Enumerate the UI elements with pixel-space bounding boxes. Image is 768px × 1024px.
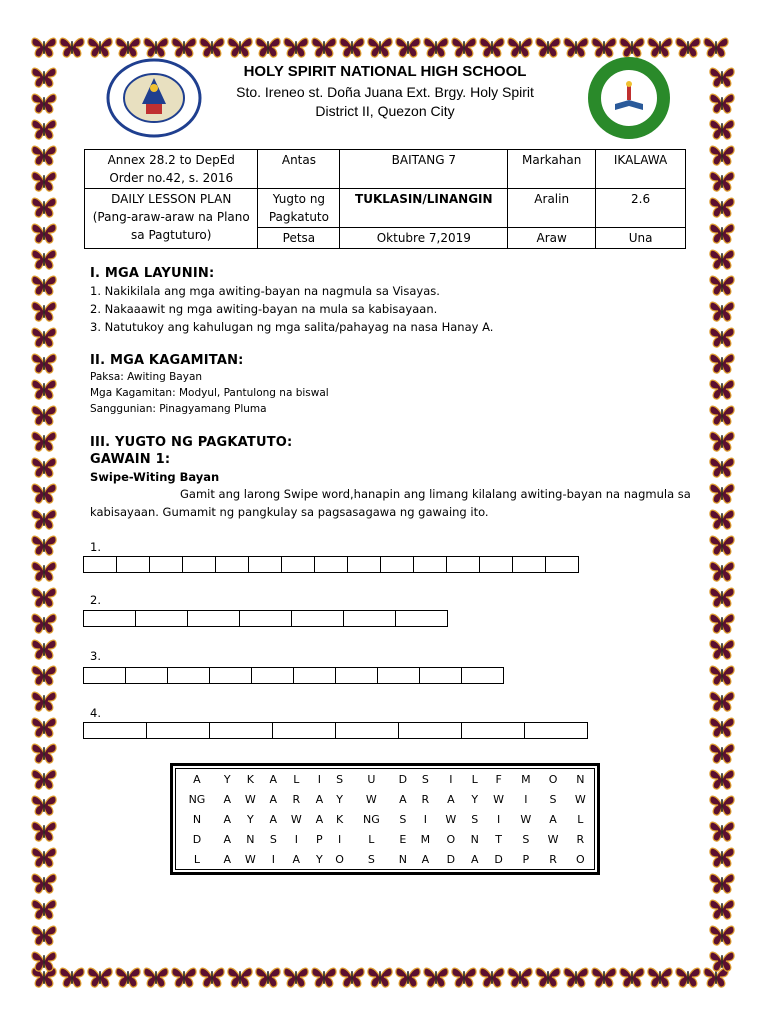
answer-box[interactable] [251, 667, 294, 684]
butterfly-icon [30, 714, 58, 740]
word-search-cell[interactable]: S [399, 812, 407, 826]
word-search-cell[interactable]: L [193, 852, 201, 866]
word-search-cell[interactable]: A [315, 812, 324, 826]
aralin-value: 2.6 [596, 189, 686, 228]
word-search-cell[interactable]: I [294, 832, 298, 846]
word-search-cell[interactable]: O [446, 832, 456, 846]
word-search-cell[interactable]: A [223, 852, 232, 866]
question-2-label: 2. [90, 593, 101, 607]
word-search-cell[interactable]: A [447, 792, 455, 806]
butterfly-icon [708, 428, 736, 454]
butterfly-icon [590, 964, 618, 990]
yugto-value: TUKLASIN/LINANGIN [340, 189, 508, 228]
butterfly-icon [86, 964, 114, 990]
butterfly-icon [30, 818, 58, 844]
butterfly-icon [708, 168, 736, 194]
butterfly-icon [708, 558, 736, 584]
butterfly-icon [30, 870, 58, 896]
butterfly-icon [30, 454, 58, 480]
word-search-cell[interactable]: R [421, 792, 430, 806]
word-search-row [176, 829, 594, 849]
info-row-2 [85, 189, 686, 228]
butterfly-icon [534, 964, 562, 990]
butterfly-icon [708, 896, 736, 922]
word-search-cell[interactable]: W [547, 832, 559, 846]
word-search-cell[interactable]: A [269, 772, 278, 786]
butterfly-icon [646, 964, 674, 990]
word-search-cell[interactable]: W [574, 792, 586, 806]
word-search-cell[interactable]: A [292, 852, 301, 866]
objective-3: 3. Natutukoy ang kahulugan ng mga salita/pahayag na nasa Hanay A. [90, 320, 494, 334]
section-3-title: III. YUGTO NG PAGKATUTO: [90, 435, 293, 450]
butterfly-border-left [30, 64, 58, 974]
answer-box[interactable] [135, 610, 188, 627]
butterfly-icon [30, 402, 58, 428]
word-search-cell[interactable]: I [449, 772, 453, 786]
word-search-cell[interactable]: N [398, 852, 408, 866]
word-search-cell[interactable]: O [335, 852, 344, 866]
word-search-cell[interactable]: L [368, 832, 375, 846]
answer-box[interactable] [461, 667, 504, 684]
word-search-cell[interactable]: Y [336, 792, 343, 806]
butterfly-icon [708, 532, 736, 558]
word-search-cell[interactable]: D [446, 852, 456, 866]
answer-box[interactable] [446, 556, 480, 573]
answer-box[interactable] [167, 667, 210, 684]
question-3-label: 3. [90, 649, 101, 663]
word-search-cell[interactable]: Y [315, 852, 323, 866]
word-search-cell[interactable]: K [335, 812, 344, 826]
answer-box[interactable] [380, 556, 414, 573]
answer-box[interactable] [524, 722, 588, 739]
word-search-row [176, 769, 594, 789]
answer-boxes-3[interactable] [84, 667, 504, 685]
word-search-frame [170, 763, 600, 875]
butterfly-icon [30, 64, 58, 90]
answer-box[interactable] [377, 667, 420, 684]
word-search-cell[interactable]: K [246, 772, 254, 786]
butterfly-icon [394, 964, 422, 990]
butterfly-icon [198, 964, 226, 990]
butterfly-icon [30, 740, 58, 766]
word-search-cell[interactable]: A [399, 792, 407, 806]
aralin-label: Aralin [508, 189, 596, 228]
answer-box[interactable] [209, 722, 273, 739]
answer-box[interactable] [395, 610, 448, 627]
butterfly-icon [708, 64, 736, 90]
word-search-cell[interactable]: O [575, 852, 585, 866]
word-search-cell[interactable]: A [193, 772, 201, 786]
butterfly-icon [30, 636, 58, 662]
word-search-cell[interactable]: I [496, 812, 501, 826]
answer-box[interactable] [182, 556, 216, 573]
butterfly-icon [30, 610, 58, 636]
butterfly-icon [366, 964, 394, 990]
activity-title: GAWAIN 1: [90, 452, 171, 467]
butterfly-icon [708, 948, 736, 974]
word-search-cell[interactable]: S [471, 812, 479, 826]
word-search-cell[interactable]: I [271, 852, 275, 866]
butterfly-icon [254, 34, 282, 60]
word-search-row [176, 849, 594, 869]
word-search-cell[interactable]: L [293, 772, 300, 786]
word-search-cell[interactable]: D [494, 852, 503, 866]
word-search-cell[interactable]: W [365, 792, 377, 806]
araw-label: Araw [508, 228, 596, 249]
petsa-label: Petsa [258, 228, 340, 249]
objective-2: 2. Nakaaawit ng mga awiting-bayan na mula sa kabisayaan. [90, 302, 438, 316]
markahan-value: IKALAWA [596, 150, 686, 189]
answer-box[interactable] [413, 556, 447, 573]
answer-boxes-2[interactable] [84, 610, 448, 628]
butterfly-icon [708, 844, 736, 870]
butterfly-icon [708, 90, 736, 116]
address-line-2: District II, Quezon City [315, 103, 455, 119]
answer-box[interactable] [398, 722, 462, 739]
butterfly-icon [30, 194, 58, 220]
butterfly-icon [170, 34, 198, 60]
butterfly-icon [708, 922, 736, 948]
word-search-cell[interactable]: A [223, 812, 232, 826]
word-search-cell[interactable]: L [577, 812, 584, 826]
butterfly-icon [478, 34, 506, 60]
butterfly-icon [310, 34, 338, 60]
answer-box[interactable] [83, 722, 147, 739]
answer-box[interactable] [314, 556, 348, 573]
answer-box[interactable] [187, 610, 240, 627]
butterfly-icon [506, 964, 534, 990]
word-search-cell[interactable]: O [548, 772, 558, 786]
answer-box[interactable] [512, 556, 546, 573]
word-search-cell[interactable]: N [192, 812, 202, 826]
annex-cell: Annex 28.2 to DepEd Order no.42, s. 2016 [85, 150, 258, 189]
butterfly-icon [30, 766, 58, 792]
word-search-cell[interactable]: S [336, 772, 344, 786]
butterfly-icon [708, 194, 736, 220]
answer-box[interactable] [125, 667, 168, 684]
butterfly-icon [30, 116, 58, 142]
butterfly-icon [708, 272, 736, 298]
lesson-info-table [84, 149, 686, 249]
word-search-cell[interactable]: M [521, 772, 531, 786]
butterfly-icon [708, 350, 736, 376]
butterfly-icon [30, 688, 58, 714]
word-search-cell[interactable]: R [549, 852, 557, 866]
answer-box[interactable] [343, 610, 396, 627]
butterfly-icon [30, 246, 58, 272]
butterfly-icon [562, 964, 590, 990]
butterfly-icon [708, 584, 736, 610]
material-paksa: Paksa: Awiting Bayan [90, 371, 203, 383]
butterfly-icon [30, 34, 58, 60]
answer-box[interactable] [419, 667, 462, 684]
answer-box[interactable] [248, 556, 282, 573]
word-search-cell[interactable]: S [522, 832, 530, 846]
answer-box[interactable] [272, 722, 336, 739]
antas-label: Antas [258, 150, 340, 189]
butterfly-icon [478, 964, 506, 990]
butterfly-icon [30, 298, 58, 324]
butterfly-icon [142, 34, 170, 60]
butterfly-icon [30, 506, 58, 532]
answer-box[interactable] [209, 667, 252, 684]
butterfly-icon [708, 376, 736, 402]
word-search-cell[interactable]: D [192, 832, 202, 846]
butterfly-icon [282, 34, 310, 60]
butterfly-icon [422, 34, 450, 60]
word-search-cell[interactable]: R [576, 832, 585, 846]
butterfly-icon [30, 272, 58, 298]
butterfly-icon [30, 558, 58, 584]
butterfly-icon [30, 428, 58, 454]
butterfly-icon [170, 964, 198, 990]
word-search-cell[interactable]: W [445, 812, 457, 826]
butterfly-icon [708, 688, 736, 714]
butterfly-icon [708, 792, 736, 818]
butterfly-icon [534, 34, 562, 60]
word-search-cell[interactable]: N [246, 832, 255, 846]
answer-box[interactable] [545, 556, 579, 573]
word-search-cell[interactable]: U [367, 772, 376, 786]
butterfly-icon [708, 220, 736, 246]
butterfly-icon [708, 298, 736, 324]
word-search-cell[interactable]: E [399, 832, 407, 846]
butterfly-icon [708, 818, 736, 844]
petsa-value: Oktubre 7,2019 [340, 228, 508, 249]
deped-seal-logo [106, 58, 202, 138]
word-search-cell[interactable]: I [337, 832, 342, 846]
butterfly-icon [30, 168, 58, 194]
word-search-cell[interactable]: R [292, 792, 301, 806]
answer-box[interactable] [479, 556, 513, 573]
school-seal-logo [585, 56, 673, 140]
answer-box[interactable] [239, 610, 292, 627]
word-search-cell[interactable]: A [269, 812, 278, 826]
word-search-grid[interactable] [176, 769, 594, 869]
butterfly-icon [450, 34, 478, 60]
butterfly-icon [338, 964, 366, 990]
word-search-cell[interactable]: N [470, 832, 479, 846]
word-search-cell[interactable]: P [316, 832, 323, 846]
word-search-cell[interactable]: M [420, 832, 431, 846]
butterfly-icon [30, 792, 58, 818]
butterfly-icon [30, 324, 58, 350]
word-search-cell[interactable]: S [421, 772, 429, 786]
word-search-cell[interactable]: NG [188, 792, 206, 806]
butterfly-icon [708, 116, 736, 142]
word-search-cell[interactable]: NG [362, 812, 380, 826]
butterfly-icon [30, 350, 58, 376]
material-sanggunian: Sanggunian: Pinagyamang Pluma [90, 403, 267, 415]
answer-box[interactable] [83, 610, 136, 627]
word-search-cell[interactable]: W [290, 812, 302, 826]
word-search-row [176, 809, 594, 829]
activity-name: Swipe-Witing Bayan [90, 470, 220, 484]
butterfly-icon [708, 610, 736, 636]
butterfly-icon [708, 662, 736, 688]
butterfly-icon [30, 896, 58, 922]
word-search-cell[interactable]: A [269, 792, 278, 806]
answer-box[interactable] [83, 556, 117, 573]
butterfly-icon [674, 34, 702, 60]
butterfly-icon [708, 870, 736, 896]
butterfly-icon [114, 34, 142, 60]
instruction-line-1: Gamit ang larong Swipe word,hanapin ang limang kilalang awiting-bayan na nagmula sa [180, 487, 691, 501]
antas-value: BAITANG 7 [340, 150, 508, 189]
butterfly-icon [450, 964, 478, 990]
butterfly-icon [708, 714, 736, 740]
butterfly-icon [30, 584, 58, 610]
answer-box[interactable] [215, 556, 249, 573]
word-search-cell[interactable]: I [524, 792, 528, 806]
araw-value: Una [596, 228, 686, 249]
butterfly-icon [30, 844, 58, 870]
answer-box[interactable] [281, 556, 315, 573]
butterfly-icon [618, 964, 646, 990]
word-search-cell[interactable]: A [223, 792, 232, 806]
word-search-cell[interactable]: S [269, 832, 277, 846]
yugto-label: Yugto ng Pagkatuto [258, 189, 340, 228]
answer-box[interactable] [146, 722, 210, 739]
word-search-cell[interactable]: A [421, 852, 430, 866]
butterfly-icon [30, 480, 58, 506]
butterfly-icon [394, 34, 422, 60]
word-search-cell[interactable]: S [367, 852, 375, 866]
section-2-title: II. MGA KAGAMITAN: [90, 353, 244, 368]
word-search-cell[interactable]: A [549, 812, 557, 826]
word-search-cell[interactable]: W [493, 792, 505, 806]
answer-box[interactable] [116, 556, 150, 573]
word-search-cell[interactable]: N [576, 772, 585, 786]
word-search-cell[interactable]: W [244, 792, 256, 806]
answer-boxes-4[interactable] [84, 722, 588, 740]
butterfly-icon [708, 454, 736, 480]
butterfly-icon [58, 964, 86, 990]
address-line-1: Sto. Ireneo st. Doña Juana Ext. Brgy. Holy Spirit [236, 84, 534, 100]
word-search-cell[interactable]: Y [471, 792, 479, 806]
answer-box[interactable] [83, 667, 126, 684]
butterfly-icon [708, 740, 736, 766]
butterfly-icon [226, 34, 254, 60]
answer-box[interactable] [347, 556, 381, 573]
answer-box[interactable] [293, 667, 336, 684]
instruction-line-2: kabisayaan. Gumamit ng pangkulay sa pagsasagawa ng gawaing ito. [90, 505, 489, 519]
butterfly-icon [708, 402, 736, 428]
butterfly-icon [30, 948, 58, 974]
answer-box[interactable] [335, 722, 399, 739]
butterfly-icon [708, 246, 736, 272]
question-1-label: 1. [90, 540, 101, 554]
butterfly-border-bottom [30, 964, 730, 990]
word-search-cell[interactable]: I [317, 772, 321, 786]
section-1-title: I. MGA LAYUNIN: [90, 266, 215, 281]
butterfly-icon [338, 34, 366, 60]
butterfly-icon [30, 142, 58, 168]
word-search-cell[interactable]: L [471, 772, 478, 786]
butterfly-icon [366, 34, 394, 60]
word-search-cell[interactable]: D [398, 772, 408, 786]
butterfly-icon [422, 964, 450, 990]
butterfly-icon [282, 964, 310, 990]
butterfly-icon [30, 376, 58, 402]
word-search-cell[interactable]: Y [246, 812, 254, 826]
butterfly-icon [708, 142, 736, 168]
info-row-1 [85, 150, 686, 189]
butterfly-icon [86, 34, 114, 60]
butterfly-icon [58, 34, 86, 60]
butterfly-icon [708, 636, 736, 662]
butterfly-icon [142, 964, 170, 990]
word-search-cell[interactable]: A [223, 832, 232, 846]
word-search-cell[interactable]: A [470, 852, 479, 866]
answer-box[interactable] [291, 610, 344, 627]
school-name: HOLY SPIRIT NATIONAL HIGH SCHOOL [243, 63, 527, 80]
word-search-row [176, 789, 594, 809]
answer-box[interactable] [335, 667, 378, 684]
butterfly-icon [226, 964, 254, 990]
butterfly-icon [708, 480, 736, 506]
word-search-cell[interactable]: P [522, 852, 530, 866]
butterfly-icon [198, 34, 226, 60]
question-4-label: 4. [90, 706, 101, 720]
butterfly-icon [114, 964, 142, 990]
material-kagamitan: Mga Kagamitan: Modyul, Pantulong na biswal [90, 387, 329, 399]
answer-box[interactable] [149, 556, 183, 573]
butterfly-icon [30, 532, 58, 558]
word-search-cell[interactable]: I [423, 812, 427, 826]
word-search-cell[interactable]: S [549, 792, 557, 806]
word-search-cell[interactable]: F [495, 772, 502, 786]
markahan-label: Markahan [508, 150, 596, 189]
butterfly-icon [674, 964, 702, 990]
butterfly-icon [708, 766, 736, 792]
dlp-cell: DAILY LESSON PLAN (Pang-araw-araw na Plano sa Pagtuturo) [85, 189, 258, 249]
word-search-cell[interactable]: Y [223, 772, 231, 786]
school-address [200, 83, 570, 121]
butterfly-icon [30, 90, 58, 116]
word-search-cell[interactable]: W [244, 852, 256, 866]
butterfly-icon [506, 34, 534, 60]
butterfly-icon [30, 922, 58, 948]
objective-1: 1. Nakikilala ang mga awiting-bayan na nagmula sa Visayas. [90, 284, 440, 298]
butterfly-icon [254, 964, 282, 990]
butterfly-icon [708, 506, 736, 532]
butterfly-icon [30, 662, 58, 688]
answer-box[interactable] [461, 722, 525, 739]
butterfly-icon [30, 220, 58, 246]
answer-boxes-1[interactable] [84, 556, 579, 574]
word-search-cell[interactable]: W [520, 812, 532, 826]
butterfly-icon [708, 324, 736, 350]
word-search-cell[interactable]: A [315, 792, 324, 806]
word-search-cell[interactable]: T [495, 832, 502, 846]
butterfly-icon [310, 964, 338, 990]
butterfly-icon [702, 34, 730, 60]
butterfly-border-right [708, 64, 736, 974]
